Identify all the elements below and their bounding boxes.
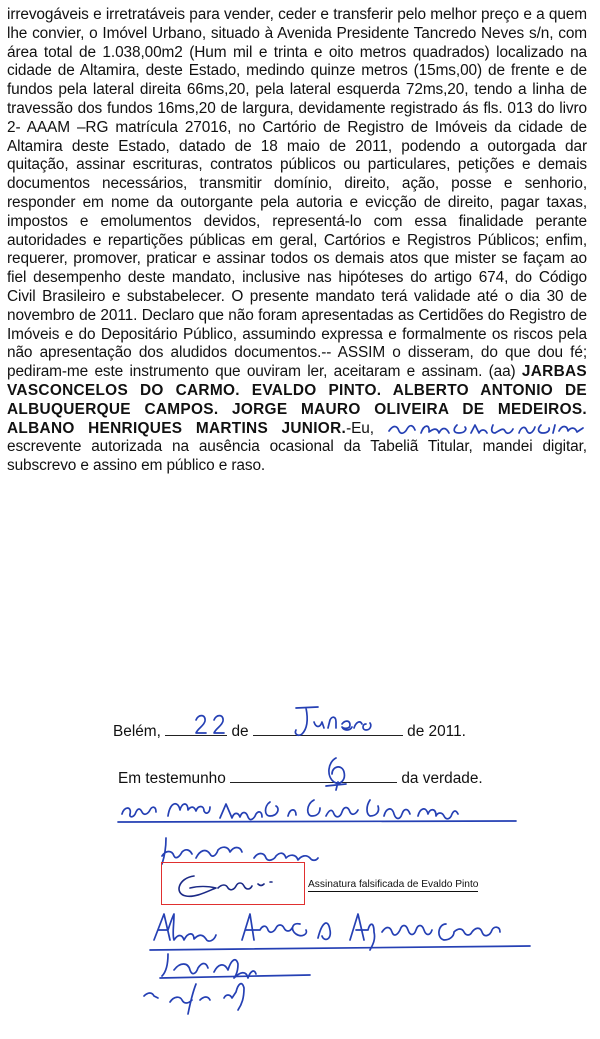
clerk-inline-signature: [387, 421, 587, 435]
closing-text: escrevente autorizada na ausência ocasional da Tabeliã Titular, mandei digitar, subscrevo e assino em público e raso.: [7, 438, 587, 475]
witness-blank: [230, 768, 397, 783]
signature-albano: [140, 978, 290, 1018]
witness-suffix: da verdade.: [401, 770, 483, 787]
handwritten-day: [192, 712, 232, 734]
date-de: de: [231, 723, 249, 740]
deed-body: [7, 6, 587, 476]
forged-signature-highlight-box: [161, 862, 305, 905]
signatories-list: JARBAS VASCONCELOS DO CARMO. EVALDO PINTO. ALBERTO ANTONIO DE ALBUQUERQUE CAMPOS. JORGE MAURO OLIVEIRA DE MEDEIROS. ALBANO HENRIQUES MARTINS JUNIOR.: [7, 363, 587, 437]
witness-prefix: Em testemunho: [118, 770, 226, 787]
deed-main-text: irrevogáveis e irretratáveis para vender, ceder e transferir pelo melhor preço e a quem lhe convier, o Imóvel Urbano, situado à Avenida Presidente Tancredo Neves s/n, com área total de 1.038,00m2 (Hum mil e trinta e oito metros quadrados) localizado na cidade de Altamira, deste Estado, medindo quinze metros (15ms,00) de frente e de fundos pela lateral direita 66ms,20, pela lateral esquerda 72ms,20, tendo a linha de travessão dos fundos 16ms,20 de largura, devidamente registrado ás fls. 013 do livro 2- AAAM –RG matrícula 27016, no Cartório de Registro de Imóveis da cidade de Altamira deste Estado, datado de 18 maio de 2011, podendo a outorgada dar quitação, assinar escrituras, contratos públicos ou particulares, petições e demais documentos necessários, transmitir domínio, direito, ação, posse e senhorio, responder em nome da outorgante pela autoria e evicção de direito, pagar taxas, impostos e emolumentos devidos, representá-lo com essa finalidade perante autoridades e repartições públicas em geral, Cartórios e Registros Públicos; enfim, requerer, promover, praticar e assinar todos os demais atos que mister se façam ao fiel desempenho deste mandato, inclusive nas hipóteses do artigo 674, do Código Civil Brasileiro e substabelecer. O presente mandato terá validade até o dia 30 de novembro de 2011. Declaro que não foram apresentadas as Certidões do Registro de Imóveis e do Depositário Público, assumindo expressa e formalmente os riscos pela não apresentação dos aludidos documentos.-- ASSIM o disseram, do que dou fé; pediram-me este instrumento que ouviram ler, aceitaram e assinam. (aa): [7, 6, 587, 381]
eu-text: -Eu,: [346, 419, 374, 437]
witness-signal-mark: [322, 756, 352, 792]
handwritten-month: [288, 704, 388, 738]
date-year: de 2011.: [407, 723, 466, 740]
date-city: Belém,: [113, 723, 161, 740]
forged-signature-annotation: Assinatura falsificada de Evaldo Pinto: [308, 879, 479, 890]
witness-line: [118, 768, 483, 788]
signature-clerk: [118, 792, 518, 826]
